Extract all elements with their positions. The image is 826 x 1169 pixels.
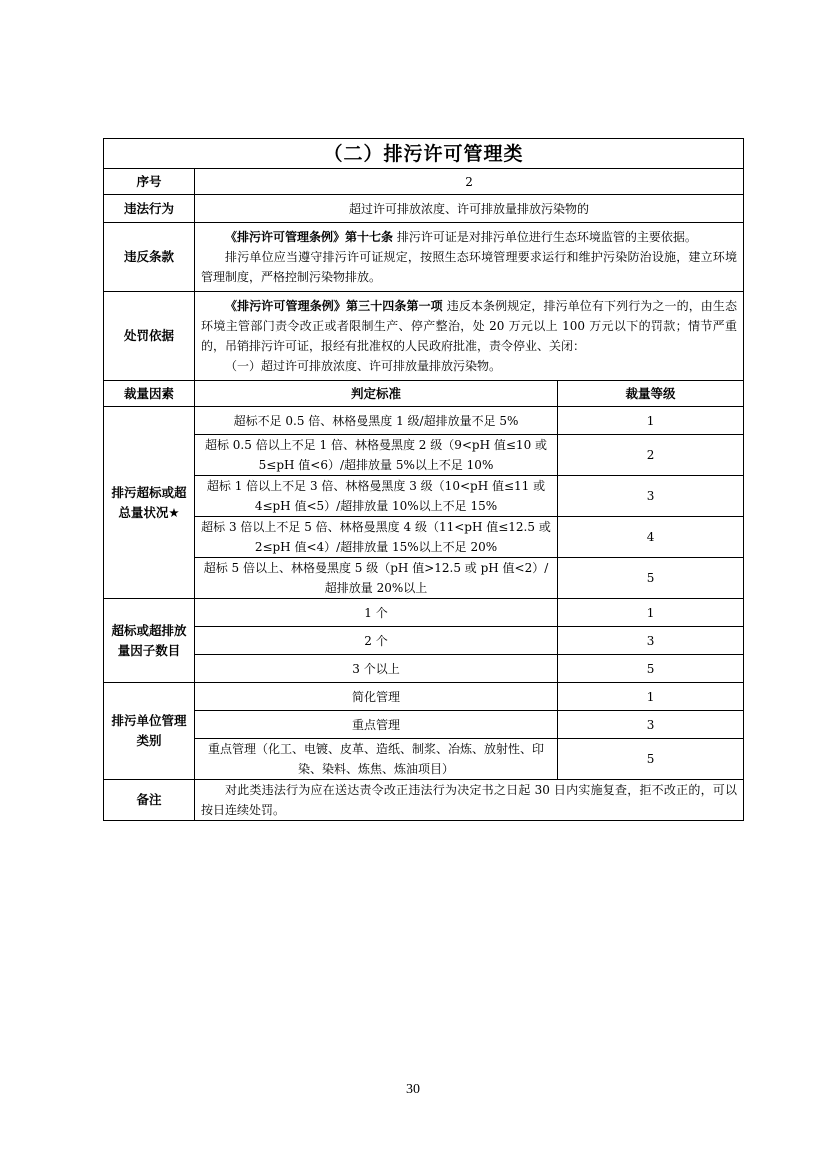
serial-label: 序号 — [104, 169, 195, 195]
criteria-cell: 超标 0.5 倍以上不足 1 倍、林格曼黑度 2 级（9<pH 值≤10 或 5≤pH 值<6）/超排放量 5%以上不足 10% — [195, 435, 558, 476]
criteria-cell: 超标 1 倍以上不足 3 倍、林格曼黑度 3 级（10<pH 值≤11 或 4≤pH 值<5）/超排放量 10%以上不足 15% — [195, 476, 558, 517]
level-cell: 4 — [558, 517, 744, 558]
clause-text-1: 排污许可证是对排污单位进行生态环境监管的主要依据。 — [396, 230, 697, 244]
criteria-cell: 重点管理 — [195, 711, 558, 739]
criteria-cell: 2 个 — [195, 627, 558, 655]
table-title: （二）排污许可管理类 — [104, 139, 744, 169]
penalty-item: （一）超过许可排放浓度、许可排放量排放污染物。 — [225, 359, 502, 373]
factor-cell: 超标或超排放量因子数目 — [104, 599, 195, 683]
violation-label: 违法行为 — [104, 195, 195, 223]
factor-cell: 排污超标或超总量状况★ — [104, 407, 195, 599]
remark-content — [195, 780, 744, 821]
level-cell: 1 — [558, 407, 744, 435]
level-cell: 5 — [558, 655, 744, 683]
header-level: 裁量等级 — [558, 381, 744, 407]
criteria-cell: 1 个 — [195, 599, 558, 627]
penalty-label: 处罚依据 — [104, 292, 195, 381]
clause-label: 违反条款 — [104, 223, 195, 292]
level-cell: 3 — [558, 627, 744, 655]
serial-value: 2 — [195, 169, 744, 195]
criteria-cell: 超标不足 0.5 倍、林格曼黑度 1 级/超排放量不足 5% — [195, 407, 558, 435]
level-cell: 1 — [558, 599, 744, 627]
clause-text-2: 排污单位应当遵守排污许可证规定，按照生态环境管理要求运行和维护污染防治设施，建立环境管理制度，严格控制污染物排放。 — [201, 250, 738, 284]
factor-cell: 排污单位管理类别 — [104, 683, 195, 780]
criteria-cell: 超标 5 倍以上、林格曼黑度 5 级（pH 值>12.5 或 pH 值<2）/超排放量 20%以上 — [195, 558, 558, 599]
penalty-content — [195, 292, 744, 381]
level-cell: 2 — [558, 435, 744, 476]
header-criteria: 判定标准 — [195, 381, 558, 407]
clause-law: 《排污许可管理条例》第十七条 — [225, 230, 394, 244]
criteria-cell: 3 个以上 — [195, 655, 558, 683]
penalty-text: 违反本条例规定，排污单位有下列行为之一的，由生态环境主管部门责令改正或者限制生产、停产整治，处 20 万元以上 100 万元以下的罚款；情节严重的，吊销排污许可证，报经有批准权的人民政府批准，责令停业、关闭： — [201, 299, 738, 353]
penalty-law: 《排污许可管理条例》第三十四条第一项 — [225, 299, 443, 313]
level-cell: 3 — [558, 711, 744, 739]
violation-value: 超过许可排放浓度、许可排放量排放污染物的 — [195, 195, 744, 223]
remark-label: 备注 — [104, 780, 195, 821]
header-factor: 裁量因素 — [104, 381, 195, 407]
criteria-cell: 简化管理 — [195, 683, 558, 711]
level-cell: 1 — [558, 683, 744, 711]
clause-content — [195, 223, 744, 292]
remark-text: 对此类违法行为应在送达责令改正违法行为决定书之日起 30 日内实施复查，拒不改正的，可以按日连续处罚。 — [201, 783, 738, 817]
level-cell: 5 — [558, 739, 744, 780]
page-number: 30 — [406, 1082, 420, 1097]
regulation-table — [103, 138, 744, 821]
level-cell: 5 — [558, 558, 744, 599]
criteria-cell: 重点管理（化工、电镀、皮革、造纸、制浆、冶炼、放射性、印染、染料、炼焦、炼油项目） — [195, 739, 558, 780]
level-cell: 3 — [558, 476, 744, 517]
criteria-cell: 超标 3 倍以上不足 5 倍、林格曼黑度 4 级（11<pH 值≤12.5 或 2≤pH 值<4）/超排放量 15%以上不足 20% — [195, 517, 558, 558]
